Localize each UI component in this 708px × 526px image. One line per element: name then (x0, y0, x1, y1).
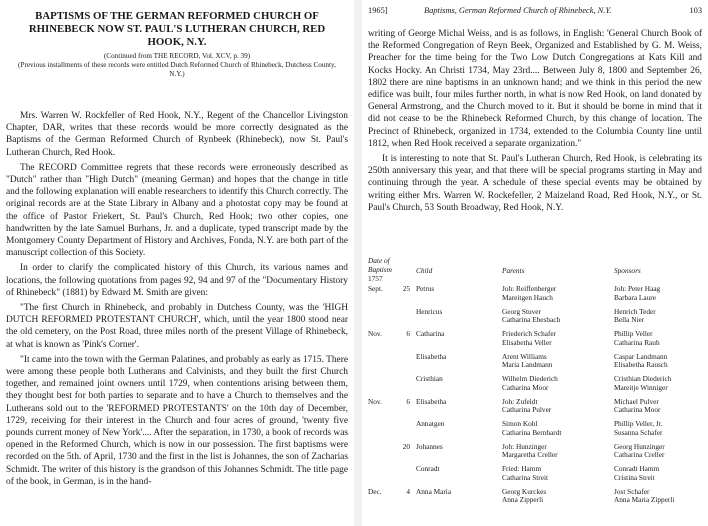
register-row (368, 330, 702, 353)
right-body (368, 28, 702, 214)
paragraph: It is interesting to note that St. Paul's Lutheran Church, Red Hook, is celebrating its 250th anniversary this year, and that there will be special programs starting in May and continuing through the year. A schedule of these special events may be obtained by writing either Mrs. Warren W. Rockefeller, 2 Maizeland Road, Red Hook, N.Y., or St. Paul's Church, 53 South Broadway, Red Hook, N.Y. (368, 154, 702, 213)
row-month: Nov. (368, 396, 382, 406)
row-parent-2: Catharina Ebesbach (502, 315, 561, 325)
row-sponsors (614, 353, 668, 371)
row-day: 6 (406, 329, 410, 338)
row-child: Catharina (416, 329, 445, 338)
row-child: Henricus (416, 306, 443, 316)
row-parent-1: Joh: Zufeldt (502, 396, 538, 406)
row-child: Cristhian (416, 374, 443, 383)
row-day: 25 (402, 284, 410, 293)
row-sponsor-2: Bella Nier (614, 315, 645, 325)
quote-paragraph: "It came into the town with the German Palatines, and probably as early as 1715. There were among these people both Lutherans and Calvinists, and they built the first Church together, and remained joint owners until 1729, when contentions arising between them, they thought best for both parties to separate and to have a Church to themselves and the Lutherans sold out to the 'REFORMED PROTESTANTS' on the 10th day of December, 1729, receiving for their interest in the Church and four acres of ground, 'twenty five pounds current money of New York'.... After the separation, in 1730, a book of records was opened in the Reformed Church, which is now in our possession. The first baptisms were recorded on the 5th. of April, 1730 and the first in the list is Johannes, the son of Zacharias Schmidt. The writer of this history is the grandson of this Johannes Schmidt. The title page of the book, in German, is in the hand- (6, 354, 348, 487)
row-sponsor-2: Mareitje Winniger (614, 382, 668, 392)
row-sponsor-2: Barbara Laure (614, 292, 656, 302)
register-row (368, 375, 702, 398)
row-parents (502, 443, 558, 461)
row-sponsors (614, 308, 656, 326)
register-row (368, 420, 702, 443)
register-row (368, 285, 702, 308)
row-child: Elisabetha (416, 396, 447, 406)
row-sponsor-2: Catharina Creller (614, 450, 665, 460)
row-child: Anna Maria (416, 486, 452, 496)
row-day: 6 (406, 396, 410, 406)
row-sponsor-1: Joh: Peter Haag (614, 284, 661, 293)
row-parent-2: Catharina Streit (502, 472, 548, 482)
header-year: 1757 (368, 273, 383, 283)
previous-installments-note: (Previous installments of these records were entitled Dutch Reformed Church of Rhinebeck, Dutchess County, N.Y.) (18, 61, 336, 78)
row-sponsors (614, 465, 659, 483)
row-parent-1: Joh: Hunzinger (502, 441, 547, 451)
row-parent-2: Catharina Moor (502, 382, 549, 392)
row-parent-2: Mareitgen Hauch (502, 292, 553, 302)
register-header (368, 257, 702, 285)
register-rows (368, 285, 702, 510)
page-number: 103 (689, 6, 702, 15)
row-parent-2: Maria Landmann (502, 360, 553, 370)
row-sponsor-2: Elisabetha Rausch (614, 360, 668, 370)
row-sponsor-1: Michael Pulver (614, 396, 659, 406)
row-parents (502, 308, 560, 326)
row-sponsor-2: Susanna Schafer (614, 427, 663, 437)
row-day: 20 (402, 441, 410, 451)
row-parent-1: Simon Kohl (502, 419, 538, 428)
row-sponsor-1: Jost Schafer (614, 486, 650, 496)
row-parent-2: Margaretha Creller (502, 450, 558, 460)
running-head-year: 1965] (368, 6, 388, 15)
row-parent-1: Georg Kurckes (502, 486, 547, 496)
row-sponsor-1: Phillip Veller, Jr. (614, 419, 663, 428)
row-sponsors (614, 443, 665, 461)
row-parent-1: Arent Williams (502, 351, 547, 361)
row-parent-2: Catharina Pulver (502, 405, 552, 415)
row-sponsors (614, 420, 663, 438)
paragraph: The RECORD Committee regrets that these records were erroneously described as "Dutch" rather than "High Dutch" (meaning German) and hopes that the change in title and the following explanation will enable researchers to identify this Church correctly. The original records are at the State Library in Albany and a photostat copy may be found at the office of Pastor Friekert, St. Paul's Church, Red Hook; two other copies, one handwritten by the late Samuel Burhans, Jr. and a duplicate, typed transcript made by the Montgomery County Department of History and Archives, Fonda, N.Y. are both part of the manuscript collection of this Society. (6, 162, 348, 259)
row-sponsor-2: Catharina Rauh (614, 337, 660, 347)
row-sponsor-1: Caspar Landmann (614, 351, 668, 361)
row-child: Elisabetha (416, 351, 447, 361)
row-child: Johannes (416, 441, 443, 451)
row-parent-2: Anna Zipperli (502, 495, 544, 505)
row-sponsors (614, 375, 671, 393)
register-row (368, 398, 702, 421)
row-month: Sept. (368, 284, 383, 293)
right-page (362, 0, 708, 526)
header-parents: Parents (502, 266, 525, 275)
row-child: Conradt (416, 464, 440, 473)
row-parents (502, 285, 556, 303)
row-parent-1: Georg Stuver (502, 306, 541, 316)
register-row (368, 443, 702, 466)
row-parents (502, 465, 548, 483)
left-body (6, 110, 348, 488)
header-child: Child (416, 266, 433, 275)
article-title: BAPTISMS OF THE GERMAN REFORMED CHURCH OF RHINEBECK NOW ST. PAUL'S LUTHERAN CHURCH, RED HOOK, N.Y. (28, 10, 326, 48)
row-sponsors (614, 285, 660, 303)
baptism-register (368, 257, 702, 510)
row-parents (502, 330, 556, 348)
row-parent-2: Elisabetha Veller (502, 337, 552, 347)
paragraph: Mrs. Warren W. Rockfeller of Red Hook, N.Y., Regent of the Chancellor Livingston Chapter, DAR, writes that these records would be more correctly designated as the Baptisms of the German Reformed Church of Rynbeek (Rhinebeck), now St. Paul's Lutheran Church, Red Hook. (6, 111, 348, 158)
row-sponsor-1: Henrich Teder (614, 306, 656, 316)
row-child: Annatgen (416, 419, 445, 428)
row-parent-1: Fried: Hamm (502, 464, 542, 473)
row-sponsor-1: Georg Hunzinger (614, 441, 665, 451)
continued-note: (Continued from THE RECORD, Vol. XCV, p. 39) (103, 52, 251, 60)
row-month: Dec. (368, 486, 382, 496)
row-parent-1: Friederich Schafer (502, 329, 557, 338)
row-parents (502, 488, 546, 506)
row-sponsor-2: Cristina Streit (614, 472, 655, 482)
register-row (368, 465, 702, 488)
row-parents (502, 375, 558, 393)
row-parents (502, 353, 552, 371)
quote-paragraph: "The first Church in Rhinebeck, and probably in Dutchess County, was the 'HIGH DUTCH REFORMED PROTESTANT CHURCH', which, until the year 1800 stood near the old cemetery, on the Post Road, three miles north of the present Village of Rhinebeck, at what is known as 'Pink's Corner'. (6, 303, 348, 350)
row-day: 4 (406, 486, 410, 496)
running-head-title: Baptisms, German Reformed Church of Rhinebeck, N.Y. (424, 6, 612, 15)
quote-paragraph: writing of George Michal Weiss, and is as follows, in English: 'General Church Book of the Reformed Congregation of Reyn Beek, Organized and Established by G. M. Weiss, Preacher for the time being for the Two Low Dutch Congregations at Kats Kill and Kocks Hocky. An Christi 1734, May 23rd.... Between July 8, 1800 and September 26, 1802 there are nine baptisms in an unknown hand; and we think in this period the new edifice was built, four miles further north, in what is now Red Hook, on land donated by General Armstrong, and the Church moved to it. But it should be borne in mind that it did not cease to be the Rhinebeck Reformed Church, by this change of location. The Precinct of Rhinebeck, organized in 1734, extended to the Columbia County line until 1812, when Red Hook received a separate organization." (368, 29, 702, 149)
paragraph: In order to clarify the complicated history of this Church, its various names and locations, the following quotations from pages 92, 94 and 97 of the "Documentary History of Rhinebeck" (1881) by Edward M. Smith are given: (6, 263, 348, 298)
row-sponsor-1: Conradt Hamm (614, 464, 660, 473)
register-row (368, 353, 702, 376)
row-parents (502, 398, 551, 416)
row-parent-1: Joh: Reiffenberger (502, 284, 557, 293)
row-child: Petrus (416, 284, 435, 293)
row-sponsors (614, 488, 674, 506)
row-sponsor-1: Cristhian Diederich (614, 374, 672, 383)
row-sponsor-2: Anna Maria Zipperli (614, 495, 675, 505)
row-sponsor-1: Phillip Veller (614, 329, 653, 338)
row-parents (502, 420, 561, 438)
row-sponsors (614, 398, 660, 416)
row-sponsor-2: Catharina Moor (614, 405, 661, 415)
header-date: Date of Baptism (368, 256, 392, 274)
row-parent-2: Catharina Bernhardt (502, 427, 562, 437)
row-parent-1: Wilhelm Diederich (502, 374, 558, 383)
row-sponsors (614, 330, 660, 348)
register-row (368, 488, 702, 511)
register-row (368, 308, 702, 331)
row-month: Nov. (368, 329, 382, 338)
book-gutter (354, 0, 362, 526)
header-sponsors: Sponsors (614, 266, 641, 275)
